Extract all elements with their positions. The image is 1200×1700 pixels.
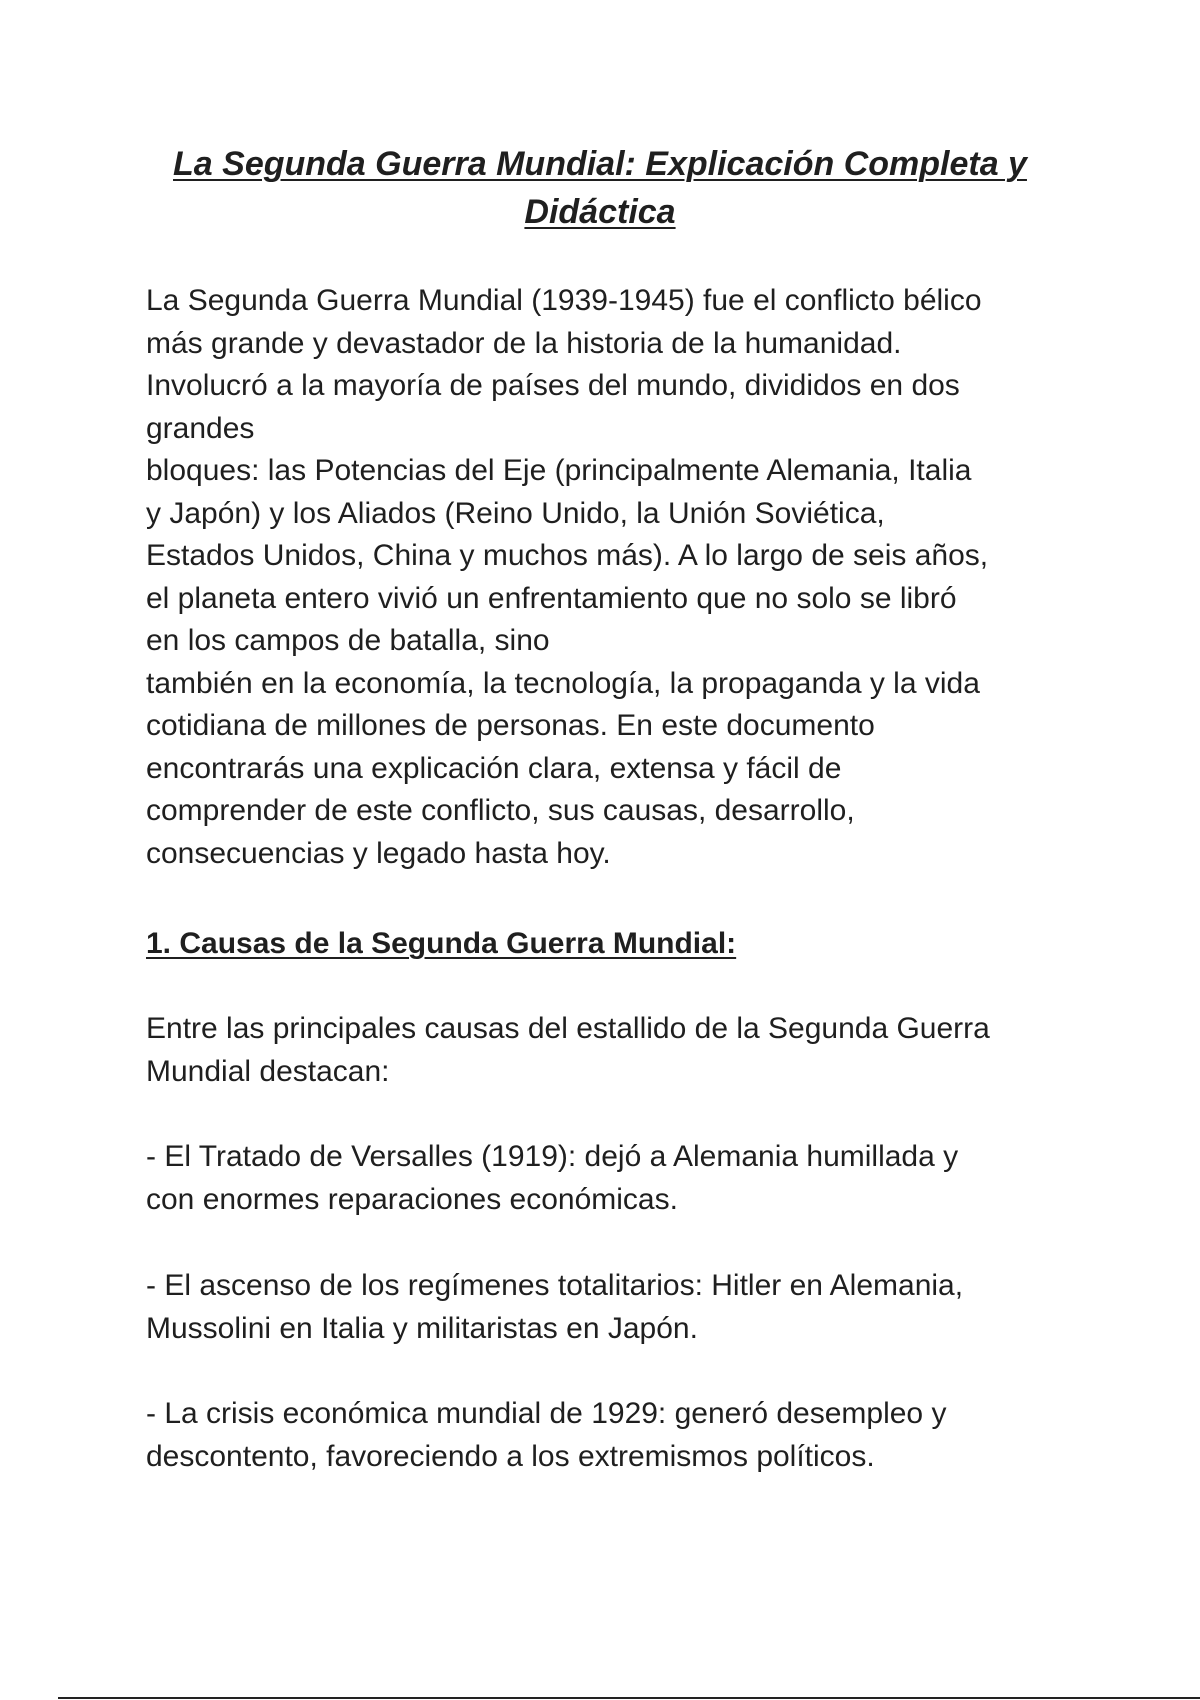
intro-line: Involucró a la mayoría de países del mundo, divididos en dos: [146, 369, 960, 402]
intro-line: el planeta entero vivió un enfrentamiento que no solo se libró: [146, 581, 957, 615]
intro-line: bloques: las Potencias del Eje (principalmente Alemania, Italia: [146, 454, 972, 487]
cause-item-versalles: [146, 1136, 1076, 1221]
intro-line: más grande y devastador de la historia de la humanidad.: [146, 326, 902, 360]
intro-line: comprender de este conflicto, sus causas, desarrollo,: [146, 794, 855, 827]
intro-line: y Japón) y los Aliados (Reino Unido, la Unión Soviética,: [146, 496, 885, 530]
cause-line: - El Tratado de Versalles (1919): dejó a Alemania humillada y: [146, 1140, 959, 1173]
causes-intro-line: Mundial destacan:: [146, 1054, 390, 1088]
cause-item-economic-crisis: [146, 1393, 1076, 1478]
intro-line: grandes: [146, 411, 255, 445]
intro-line: cotidiana de millones de personas. En este documento: [146, 709, 875, 742]
intro-line: encontrarás una explicación clara, extensa y fácil de: [146, 751, 842, 785]
intro-line: consecuencias y legado hasta hoy.: [146, 836, 611, 870]
intro-line: Estados Unidos, China y muchos más). A lo largo de seis años,: [146, 539, 989, 572]
causes-intro-paragraph: [146, 1008, 1076, 1093]
intro-paragraph: [146, 280, 1076, 875]
cause-line: con enormes reparaciones económicas.: [146, 1182, 678, 1216]
causes-intro-line: Entre las principales causas del estallido de la Segunda Guerra: [146, 1012, 990, 1045]
intro-line: en los campos de batalla, sino: [146, 624, 550, 657]
intro-line: también en la economía, la tecnología, la propaganda y la vida: [146, 666, 980, 700]
cause-line: descontento, favoreciendo a los extremismos políticos.: [146, 1439, 875, 1473]
cause-line: Mussolini en Italia y militaristas en Japón.: [146, 1311, 698, 1345]
document-title: La Segunda Guerra Mundial: Explicación Completa y Didáctica: [173, 145, 1027, 231]
section-heading-causes: 1. Causas de la Segunda Guerra Mundial:: [146, 927, 737, 960]
cause-line: - La crisis económica mundial de 1929: generó desempleo y: [146, 1397, 947, 1430]
intro-line: La Segunda Guerra Mundial (1939-1945) fue el conflicto bélico: [146, 284, 982, 317]
cause-line: - El ascenso de los regímenes totalitarios: Hitler en Alemania,: [146, 1269, 964, 1302]
page-bottom-divider: [58, 1697, 1200, 1699]
cause-item-totalitarian-regimes: [146, 1265, 1076, 1350]
